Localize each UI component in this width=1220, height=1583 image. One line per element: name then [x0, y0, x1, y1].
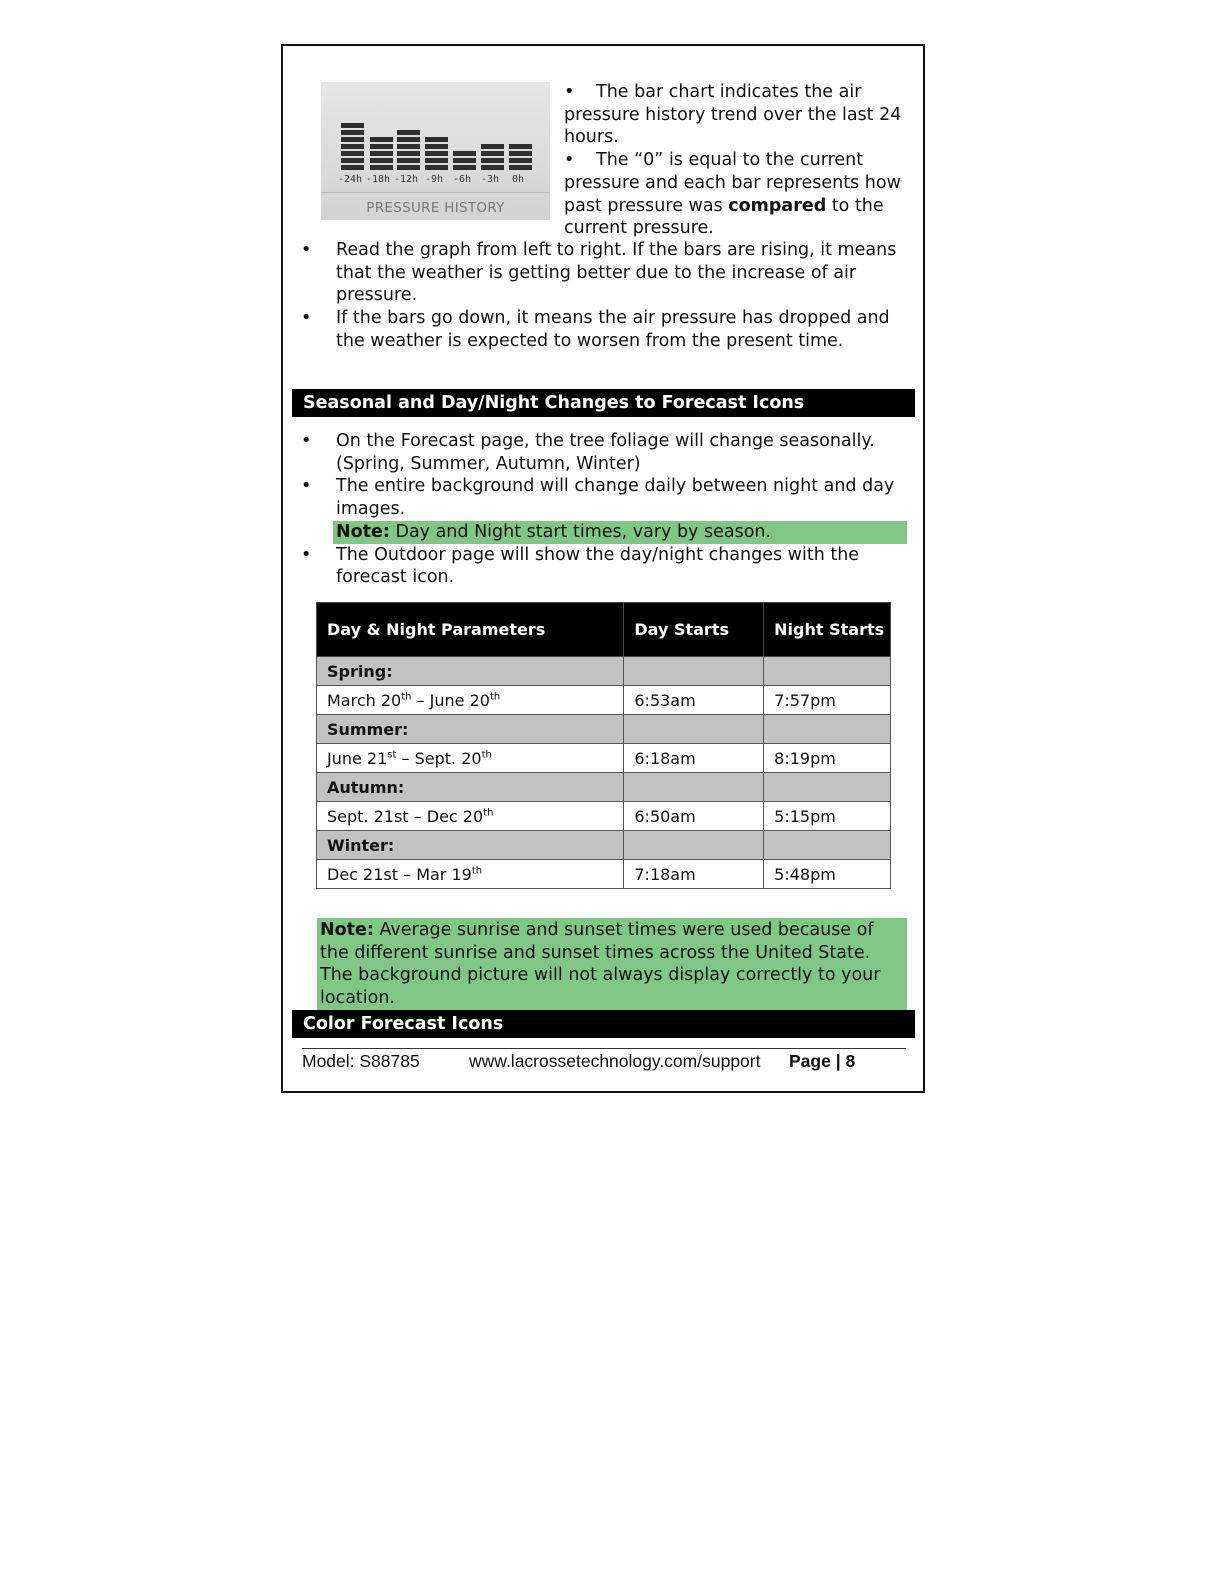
- table-row: [317, 831, 891, 860]
- pressure-history-image: [321, 82, 550, 220]
- bar-segment: [370, 158, 393, 163]
- bar-segment: [397, 165, 420, 170]
- bullet-dot: •: [301, 544, 312, 565]
- tick-label: -6h: [452, 174, 472, 185]
- day-night-table: [316, 602, 891, 889]
- bar-segment: [453, 165, 476, 170]
- season-label: Summer:: [317, 715, 624, 744]
- header-night-starts: Night Starts: [764, 603, 891, 657]
- intro-bullet-1: • The bar chart indicates the air pressure history trend over the last 24 hours.: [564, 82, 902, 148]
- table-row: [317, 773, 891, 802]
- bar-segment: [481, 158, 504, 163]
- pressure-ticks: [335, 174, 547, 188]
- tick-label: -9h: [424, 174, 444, 185]
- list-item: • The entire background will change daily between night and day images. Note: Day and Night start times, vary by season.: [301, 475, 907, 543]
- season-label: Autumn:: [317, 773, 624, 802]
- list-item: • If the bars go down, it means the air pressure has dropped and the weather is expected to worsen from the present time.: [301, 308, 890, 351]
- section-heading-color-icons: Color Forecast Icons: [292, 1010, 915, 1038]
- bar-segment: [370, 137, 393, 142]
- pressure-bar: [509, 142, 532, 170]
- bar-segment: [370, 165, 393, 170]
- bar-segment: [341, 158, 364, 163]
- pressure-bar: [425, 135, 448, 170]
- table-row: [317, 715, 891, 744]
- bar-segment: [341, 130, 364, 135]
- bar-segment: [481, 165, 504, 170]
- bullet-dot: •: [301, 240, 312, 260]
- bar-segment: [397, 130, 420, 135]
- bar-segment: [397, 137, 420, 142]
- night-start-time: 7:57pm: [764, 686, 891, 715]
- empty-cell: [764, 657, 891, 686]
- footer-model: Model: S88785: [302, 1051, 420, 1071]
- bar-segment: [341, 165, 364, 170]
- intro-bullet-2: • The “0” is equal to the current pressure and each bar represents how past pressure was compared to the current pressure.: [564, 150, 901, 239]
- table-row: [317, 744, 891, 773]
- tick-label: -24h: [337, 174, 363, 185]
- bar-segment: [509, 144, 532, 149]
- bullet-dot: •: [301, 476, 312, 497]
- table-row: [317, 657, 891, 686]
- bar-segment: [453, 158, 476, 163]
- tick-label: -3h: [480, 174, 500, 185]
- bar-segment: [425, 144, 448, 149]
- day-start-time: 7:18am: [624, 860, 764, 889]
- bar-segment: [425, 151, 448, 156]
- header-parameters: Day & Night Parameters: [317, 603, 624, 657]
- table-row: [317, 802, 891, 831]
- table-row: [317, 686, 891, 715]
- list-item: • The Outdoor page will show the day/night changes with the forecast icon.: [301, 544, 860, 588]
- empty-cell: [624, 715, 764, 744]
- bar-segment: [509, 158, 532, 163]
- day-start-time: 6:53am: [624, 686, 764, 715]
- bar-segment: [425, 158, 448, 163]
- table-row: [317, 860, 891, 889]
- bar-segment: [341, 144, 364, 149]
- sunrise-note: Note: Average sunrise and sunset times were used because of the different sunrise and sunset times across the United State. The background picture will not always display correctly to your location.: [317, 918, 907, 1010]
- season-label: Spring:: [317, 657, 624, 686]
- empty-cell: [764, 831, 891, 860]
- list-item: • On the Forecast page, the tree foliage will change seasonally.(Spring, Summer, Autumn, Winter): [301, 431, 875, 474]
- empty-cell: [624, 773, 764, 802]
- empty-cell: [764, 715, 891, 744]
- bar-segment: [370, 151, 393, 156]
- table-header-row: [317, 603, 891, 657]
- header-day-starts: Day Starts: [624, 603, 764, 657]
- tick-label: -12h: [393, 174, 419, 185]
- pressure-bars: [341, 100, 541, 170]
- section-heading-seasonal: Seasonal and Day/Night Changes to Forecast Icons: [292, 389, 915, 417]
- night-start-time: 8:19pm: [764, 744, 891, 773]
- pressure-bar: [453, 149, 476, 170]
- seasonal-bullets: [301, 430, 907, 589]
- day-start-time: 6:18am: [624, 744, 764, 773]
- pressure-bar: [481, 142, 504, 170]
- pressure-bar: [397, 128, 420, 170]
- night-start-time: 5:48pm: [764, 860, 891, 889]
- page-footer: [302, 1048, 906, 1071]
- bar-segment: [397, 151, 420, 156]
- day-start-time: 6:50am: [624, 802, 764, 831]
- date-range: Sept. 21st – Dec 20th: [317, 802, 624, 831]
- tick-label: 0h: [511, 174, 525, 185]
- graph-reading-bullets: [301, 239, 909, 353]
- season-label: Winter:: [317, 831, 624, 860]
- bar-segment: [397, 144, 420, 149]
- bar-segment: [509, 151, 532, 156]
- bullet-dot: •: [301, 431, 312, 451]
- date-range: June 21st – Sept. 20th: [317, 744, 624, 773]
- bar-segment: [481, 151, 504, 156]
- intro-bullets: [564, 81, 914, 240]
- date-range: March 20th – June 20th: [317, 686, 624, 715]
- tick-label: -18h: [365, 174, 391, 185]
- date-range: Dec 21st – Mar 19th: [317, 860, 624, 889]
- bullet-dot: •: [564, 150, 575, 171]
- season-note: Note: Day and Night start times, vary by season.: [333, 521, 907, 544]
- bar-segment: [341, 151, 364, 156]
- bullet-dot: •: [564, 82, 575, 102]
- list-item: • Read the graph from left to right. If the bars are rising, it means that the weather is getting better due to the increase of air pressure.: [301, 240, 897, 306]
- bar-segment: [453, 151, 476, 156]
- empty-cell: [764, 773, 891, 802]
- bar-segment: [425, 137, 448, 142]
- bar-segment: [509, 165, 532, 170]
- image-divider: [321, 192, 550, 193]
- bar-segment: [481, 144, 504, 149]
- pressure-bar: [370, 135, 393, 170]
- empty-cell: [624, 831, 764, 860]
- bar-segment: [341, 137, 364, 142]
- bar-segment: [425, 165, 448, 170]
- bar-segment: [341, 123, 364, 128]
- pressure-bar: [341, 121, 364, 170]
- bar-segment: [370, 144, 393, 149]
- night-start-time: 5:15pm: [764, 802, 891, 831]
- pressure-history-caption: PRESSURE HISTORY: [366, 200, 505, 216]
- footer-url: www.lacrossetechnology.com/support: [469, 1051, 761, 1071]
- bar-segment: [397, 158, 420, 163]
- bullet-dot: •: [301, 308, 312, 329]
- empty-cell: [624, 657, 764, 686]
- footer-page: Page | 8: [789, 1051, 856, 1071]
